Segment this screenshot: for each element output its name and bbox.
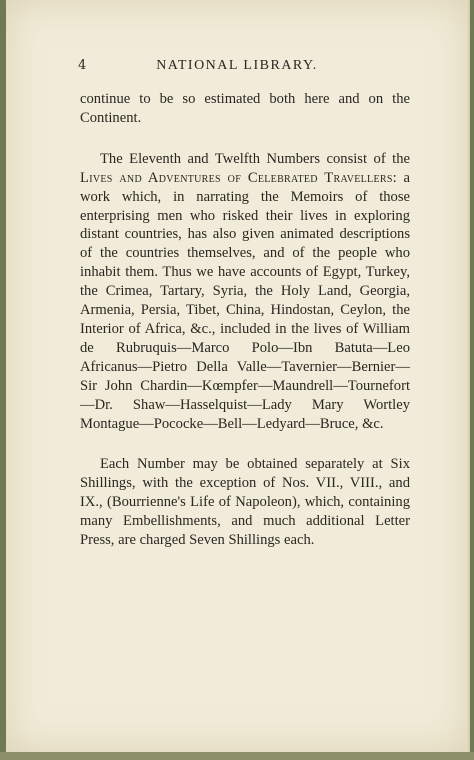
paragraph-pricing: Each Number may be obtained separately at Six Shillings, with the exception of Nos. VII., VIII., and IX., (Bourrienne's Life of Napoleon), which, containing many Embellishments, and much additional Letter Press, are charged Seven Shillings each. bbox=[80, 456, 410, 549]
bottom-edge bbox=[0, 752, 474, 760]
paragraph-travellers-start: The Eleventh and Twelfth Numbers consist of the bbox=[100, 150, 410, 167]
paragraph-travellers-rest: a work which, in narrating the Memoirs of those enterprising men who risked their lives in exploring distant countries, has also given animated descriptions of the countries themselves, and of the people who inhabit them. Thus we have accounts of Egypt, Turkey, the Crimea, Tartary, Syria, the Holy Land, Georgia, Armenia, Persia, Tibet, China, Hindostan, Ceylon, the Interior of Africa, &c., included in the lives of William de Rubruquis—Marco Polo—Ibn Batuta—Leo Africanus—Pietro Della Valle—Tavernier—Bernier—Sir John Chardin—Kœmpfer—Maundrell—Tournefort—Dr. Shaw—Hasselquist—Lady Mary Wortley Montague—Pococke—Bell—Ledyard—Bruce, &c. bbox=[80, 169, 410, 432]
body-text bbox=[80, 90, 410, 550]
running-head: NATIONAL LIBRARY. bbox=[156, 58, 318, 73]
page-header bbox=[6, 58, 468, 78]
series-title: Lives and Adventures of Celebrated Travellers: bbox=[80, 169, 398, 186]
book-page bbox=[6, 0, 470, 752]
paragraph-continuation: continue to be so estimated both here and on the Continent. bbox=[80, 91, 410, 126]
paragraph-travellers bbox=[80, 150, 410, 434]
page-number: 4 bbox=[78, 58, 87, 73]
